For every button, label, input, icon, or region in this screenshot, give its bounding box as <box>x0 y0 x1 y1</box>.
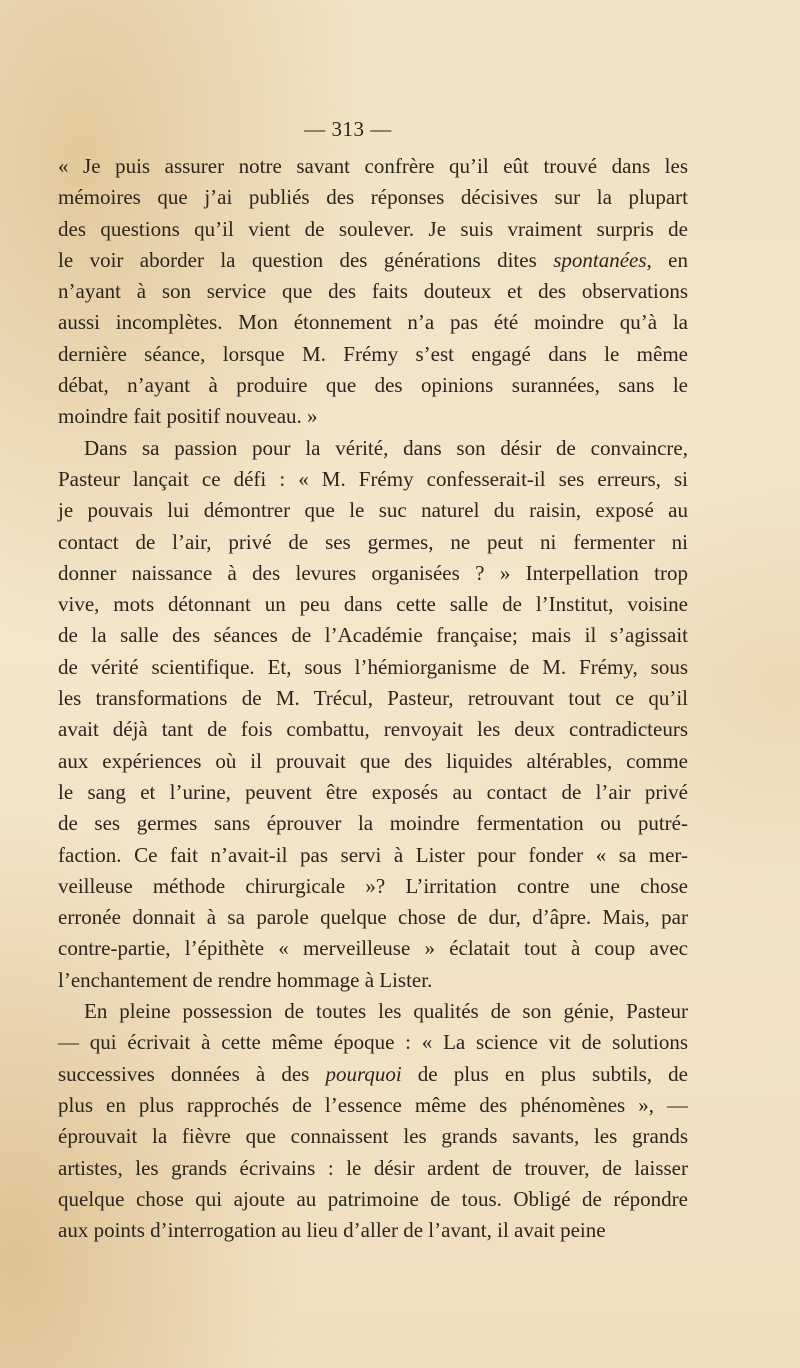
text-line: dernière séance, lorsque M. Frémy s’est engagé dans le même <box>58 341 688 366</box>
text-line: éprouvait la fièvre que connaissent les grands savants, les grands <box>58 1124 688 1149</box>
text-line: l’enchantement de rendre hommage à Lister. <box>58 967 433 992</box>
text-line: quelque chose qui ajoute au patrimoine de tous. Obligé de répondre <box>58 1186 688 1211</box>
text-line: — qui écrivait à cette même époque : « La science vit de solutions <box>58 1030 688 1055</box>
text-line: « Je puis assurer notre savant confrère qu’il eût trouvé dans les <box>58 154 688 178</box>
text-line: avait déjà tant de fois combattu, renvoyait les deux contradicteurs <box>58 717 688 742</box>
page-number: — 313 — <box>304 117 392 141</box>
text-line: contact de l’air, privé de ses germes, ne peut ni fermenter ni <box>58 529 688 554</box>
text-line: En pleine possession de toutes les qualités de son génie, Pasteur <box>84 999 688 1024</box>
paragraph-quote <box>58 151 688 433</box>
text-line: artistes, les grands écrivains : le désir ardent de trouver, de laisser <box>58 1155 688 1180</box>
paragraph-genie <box>58 996 688 1246</box>
text-line: successives données à des pourquoi de plus en plus subtils, de <box>58 1061 688 1086</box>
text-line: le sang et l’urine, peuvent être exposés au contact de l’air privé <box>58 779 688 804</box>
text-line: de vérité scientifique. Et, sous l’hémiorganisme de M. Frémy, sous <box>58 654 688 679</box>
text-line: débat, n’ayant à produire que des opinions surannées, sans le <box>58 373 688 398</box>
text-line: les transformations de M. Trécul, Pasteur, retrouvant tout ce qu’il <box>58 686 688 711</box>
text-line: Dans sa passion pour la vérité, dans son désir de convaincre, <box>84 435 688 460</box>
text-line: des questions qu’il vient de soulever. Je suis vraiment surpris de <box>58 216 688 241</box>
text-line: mémoires que j’ai publiés des réponses décisives sur la plupart <box>58 185 688 210</box>
text-line: erronée donnait à sa parole quelque chose de dur, d’âpre. Mais, par <box>58 905 688 930</box>
italic-word: pourquoi <box>325 1061 402 1086</box>
paragraph-defi <box>58 433 688 996</box>
text-line: donner naissance à des levures organisées ? » Interpellation trop <box>58 560 688 585</box>
text-line: aussi incomplètes. Mon étonnement n’a pas été moindre qu’à la <box>58 310 688 335</box>
body-text <box>58 151 688 1246</box>
text-line: n’ayant à son service que des faits douteux et des observations <box>58 279 688 304</box>
text-line: de la salle des séances de l’Académie française; mais il s’agissait <box>58 623 688 648</box>
text-line: plus en plus rapprochés de l’essence même des phénomènes », — <box>58 1092 688 1117</box>
text-line: faction. Ce fait n’avait-il pas servi à Lister pour fonder « sa mer- <box>58 842 688 867</box>
text-line: je pouvais lui démontrer que le suc naturel du raisin, exposé au <box>58 498 688 523</box>
text-line: aux points d’interrogation au lieu d’aller de l’avant, il avait peine <box>58 1218 606 1243</box>
text-line: veilleuse méthode chirurgicale »? L’irritation contre une chose <box>58 873 688 898</box>
italic-word: spontanées <box>553 247 647 272</box>
text-line: contre-partie, l’épithète « merveilleuse » éclatait tout à coup avec <box>58 936 688 961</box>
text-line: de ses germes sans éprouver la moindre fermentation ou putré- <box>58 811 688 836</box>
text-line: moindre fait positif nouveau. » <box>58 404 318 429</box>
text-line: aux expériences où il prouvait que des liquides altérables, comme <box>58 748 688 773</box>
text-line: vive, mots détonnant un peu dans cette salle de l’Institut, voisine <box>58 592 688 617</box>
text-line: le voir aborder la question des générations dites spontanées, en <box>58 247 688 272</box>
text-line: Pasteur lançait ce défi : « M. Frémy confesserait-il ses erreurs, si <box>58 466 688 491</box>
